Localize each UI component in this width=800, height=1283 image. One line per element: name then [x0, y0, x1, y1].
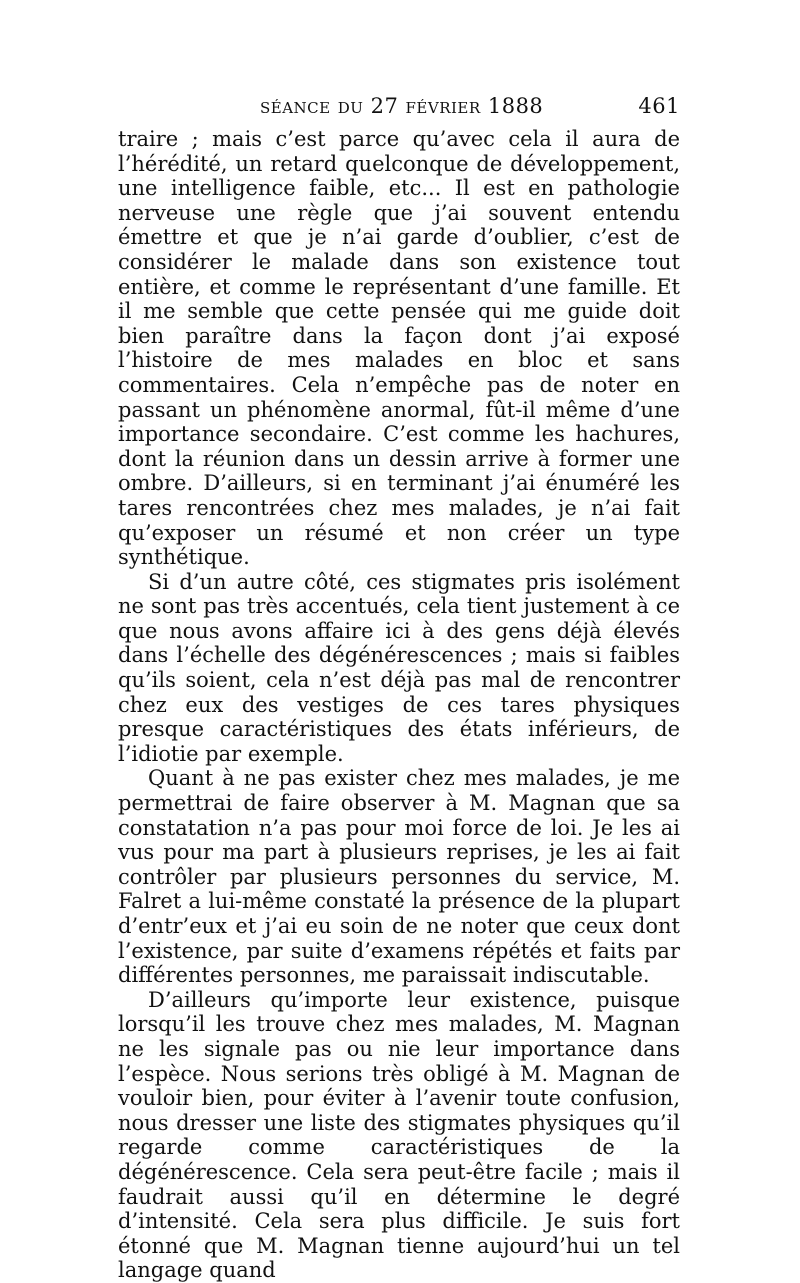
paragraph-liste-stigmates: D’ailleurs qu’importe leur existence, puisque lorsqu’il les trouve chez mes malades, M. Magnan ne les signale pas ou nie leur importance dans l’espèce. Nous serions très obligé à M. Magnan de vouloir bien, pour éviter à l’avenir toute confusion, nous dresser une liste des stigmates physiques qu’il regarde comme caractéristiques de la dégénérescence. Cela sera peut-être facile ; mais il faudrait aussi qu’il en détermine le degré d’intensité. Cela sera plus difficile. Je suis fort étonné que M. Magnan tienne aujourd’hui un tel langage quand: [118, 987, 680, 1283]
paragraph-magnan-constatation: Quant à ne pas exister chez mes malades, je me permettrai de faire observer à M. Magnan que sa constatation n’a pas pour moi force de loi. Je les ai vus pour ma part à plusieurs reprises, je les ai fait contrôler par plusieurs personnes du service, M. Falret a lui-même constaté la présence de la plupart d’entr’eux et j’ai eu soin de ne noter que ceux dont l’existence, par suite d’examens répétés et faits par différentes personnes, me paraissait indiscutable.: [118, 766, 680, 988]
body-text: [118, 127, 680, 1283]
paragraph-continued: traire ; mais c’est parce qu’avec cela il aura de l’hérédité, un retard quelconque de développement, une intelligence faible, etc... Il est en pathologie nerveuse une règle que j’ai souvent entendu émettre et que je n’ai garde d’oublier, c’est de considérer le malade dans son existence tout entière, et comme le représentant d’une famille. Et il me semble que cette pensée qui me guide doit bien paraître dans la façon dont j’ai exposé l’histoire de mes malades en bloc et sans commentaires. Cela n’empêche pas de noter en passant un phénomène anormal, fût-il même d’une importance secondaire. C’est comme les hachures, dont la réunion dans un dessin arrive à former une ombre. D’ailleurs, si en terminant j’ai énuméré les tares rencontrées chez mes malades, je n’ai fait qu’exposer un résumé et non créer un type synthétique.: [118, 127, 680, 570]
paragraph-stigmates: Si d’un autre côté, ces stigmates pris isolément ne sont pas très accentués, cela tient justement à ce que nous avons affaire ici à des gens déjà élevés dans l’échelle des dégénérescences ; mais si faibles qu’ils soient, cela n’est déjà pas mal de rencontrer chez eux des vestiges de ces tares physiques presque caractéristiques des états inférieurs, de l’idiotie par exemple.: [118, 569, 680, 766]
running-header: [118, 94, 680, 124]
book-page: [118, 94, 680, 1283]
running-title: séance du 27 février 1888: [260, 94, 544, 118]
page-number: 461: [638, 94, 680, 118]
